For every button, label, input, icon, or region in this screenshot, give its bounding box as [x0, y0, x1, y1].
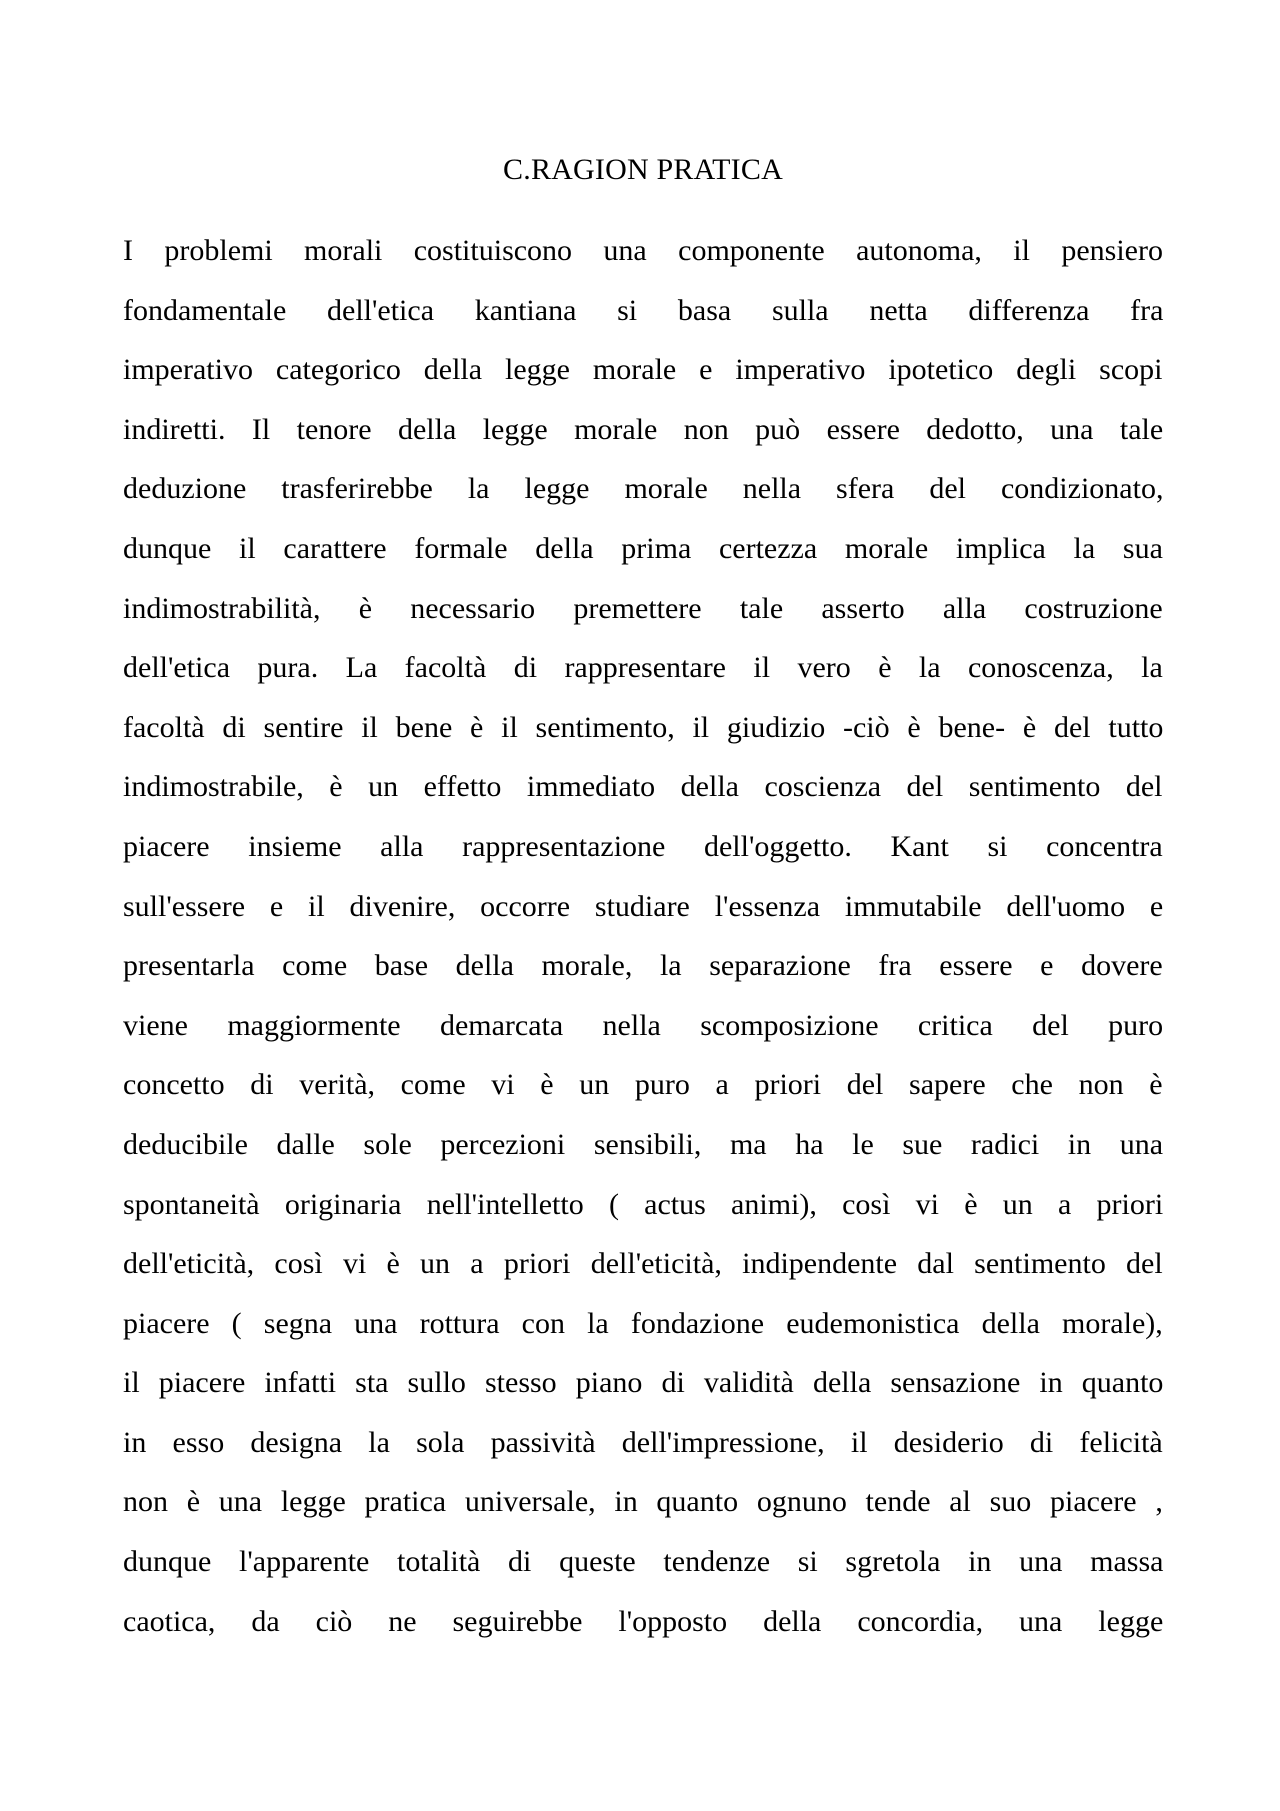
- text-line: caotica, da ciò ne seguirebbe l'opposto della concordia, una legge: [123, 1604, 1164, 1638]
- text-line: dell'etica pura. La facoltà di rappresentare il vero è la conoscenza, la: [123, 651, 1163, 685]
- text-line: indimostrabilità, è necessario premettere tale asserto alla costruzione: [123, 591, 1163, 625]
- page-title: C.RAGION PRATICA: [503, 153, 783, 186]
- text-line: I problemi morali costituiscono una componente autonoma, il pensiero: [123, 234, 1163, 267]
- text-line: viene maggiormente demarcata nella scomposizione critica del puro: [123, 1008, 1164, 1042]
- text-line: facoltà di sentire il bene è il sentimento, il giudizio -ciò è bene- è del tutto: [123, 710, 1164, 744]
- text-line: dunque l'apparente totalità di queste tendenze si sgretola in una massa: [123, 1545, 1164, 1579]
- text-line: non è una legge pratica universale, in quanto ognuno tende al suo piacere ,: [123, 1485, 1163, 1519]
- text-line: concetto di verità, come vi è un puro a priori del sapere che non è: [123, 1068, 1163, 1102]
- text-line: fondamentale dell'etica kantiana si basa sulla netta differenza fra: [123, 293, 1164, 327]
- text-line: imperativo categorico della legge morale e imperativo ipotetico degli scopi: [123, 353, 1163, 387]
- text-line: piacere ( segna una rottura con la fondazione eudemonistica della morale),: [123, 1306, 1163, 1340]
- text-line: deduzione trasferirebbe la legge morale nella sfera del condizionato,: [123, 472, 1164, 506]
- text-line: dell'eticità, così vi è un a priori dell'eticità, indipendente dal sentimento del: [123, 1247, 1163, 1281]
- text-line: indimostrabile, è un effetto immediato della coscienza del sentimento del: [123, 770, 1163, 804]
- text-line: spontaneità originaria nell'intelletto ( actus animi), così vi è un a priori: [123, 1187, 1164, 1221]
- text-line: il piacere infatti sta sullo stesso piano di validità della sensazione in quanto: [123, 1366, 1164, 1400]
- text-line: piacere insieme alla rappresentazione dell'oggetto. Kant si concentra: [123, 829, 1163, 863]
- text-line: in esso designa la sola passività dell'impressione, il desiderio di felicità: [123, 1425, 1163, 1459]
- text-line: presentarla come base della morale, la separazione fra essere e dovere: [123, 949, 1163, 983]
- body-text: [123, 229, 1163, 1659]
- text-line: sull'essere e il divenire, occorre studiare l'essenza immutabile dell'uomo e: [123, 889, 1164, 923]
- text-line: dunque il carattere formale della prima certezza morale implica la sua: [123, 531, 1163, 565]
- text-line: indiretti. Il tenore della legge morale non può essere dedotto, una tale: [123, 412, 1164, 446]
- text-line: deducibile dalle sole percezioni sensibili, ma ha le sue radici in una: [123, 1127, 1164, 1161]
